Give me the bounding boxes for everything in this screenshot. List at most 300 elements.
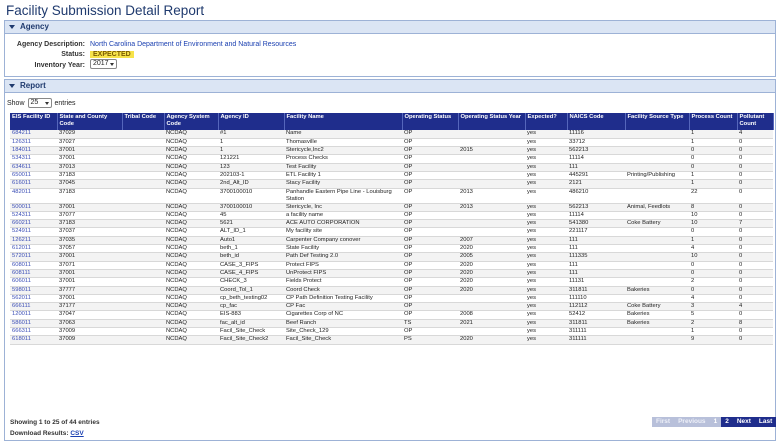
col-operating-status-cell: OP [402, 188, 458, 203]
col-facility-name-cell: Beef Ranch [284, 319, 402, 327]
col-process-count-cell: 4 [689, 245, 737, 253]
col-expected-header[interactable]: Expected? [525, 113, 567, 130]
col-naics-code-cell: 2121 [567, 180, 625, 188]
col-agency-system-code-cell: NCDAQ [164, 130, 218, 138]
col-process-count-cell: 2 [689, 319, 737, 327]
col-agency-system-code-cell: NCDAQ [164, 163, 218, 171]
col-pollutant-count-cell: 0 [737, 203, 773, 211]
col-agency-id-cell: ALT_ID_1 [218, 228, 284, 236]
col-operating-status-year-cell [458, 220, 525, 228]
previous-page-button[interactable]: Previous [674, 417, 709, 427]
col-operating-status-cell: OP [402, 211, 458, 219]
col-eis-facility-id-header[interactable]: EIS Facility ID [10, 113, 57, 130]
facility-id-link[interactable]: 634611 [10, 163, 57, 171]
col-expected-cell: yes [525, 311, 567, 319]
col-agency-system-code-cell: NCDAQ [164, 261, 218, 269]
facility-id-link[interactable]: 524911 [10, 228, 57, 236]
col-naics-code-cell: 562213 [567, 203, 625, 211]
page-title: Facility Submission Detail Report [6, 3, 205, 18]
col-tribal-code-cell [122, 253, 164, 261]
col-state-county-code-cell: 37009 [57, 336, 122, 344]
col-facility-name-cell: ETL Facility 1 [284, 171, 402, 179]
facility-id-link[interactable]: 482011 [10, 188, 57, 203]
col-naics-code-header[interactable]: NAICS Code [567, 113, 625, 130]
col-expected-cell: yes [525, 220, 567, 228]
report-heading: Report [20, 81, 46, 90]
col-agency-id-cell: 202103-1 [218, 171, 284, 179]
col-operating-status-year-cell: 2020 [458, 336, 525, 344]
col-facility-source-type-cell [625, 211, 689, 219]
col-facility-source-type-header[interactable]: Facility Source Type [625, 113, 689, 130]
page-2-button[interactable]: 2 [721, 417, 733, 427]
table-row [10, 171, 773, 179]
col-tribal-code-cell [122, 328, 164, 336]
agency-description-link[interactable]: North Carolina Department of Environment and Natural Resources [90, 41, 297, 48]
col-operating-status-year-cell [458, 294, 525, 302]
col-operating-status-cell: OP [402, 245, 458, 253]
col-pollutant-count-header[interactable]: Pollutant Count [737, 113, 773, 130]
col-operating-status-year-cell: 2020 [458, 245, 525, 253]
col-process-count-cell: 0 [689, 269, 737, 277]
facility-id-link[interactable]: 618011 [10, 336, 57, 344]
facility-id-link[interactable]: 666111 [10, 303, 57, 311]
col-state-county-code-cell: 37777 [57, 286, 122, 294]
col-state-county-code-cell: 37009 [57, 328, 122, 336]
col-agency-system-code-cell: NCDAQ [164, 294, 218, 302]
col-agency-system-code-cell: NCDAQ [164, 211, 218, 219]
col-pollutant-count-cell: 0 [737, 328, 773, 336]
col-facility-name-cell: Stacy Facility [284, 180, 402, 188]
col-tribal-code-cell [122, 286, 164, 294]
col-state-county-code-cell: 37037 [57, 228, 122, 236]
col-tribal-code-cell [122, 155, 164, 163]
col-agency-system-code-cell: NCDAQ [164, 138, 218, 146]
table-row [10, 303, 773, 311]
col-agency-id-cell: Coord_Tol_1 [218, 286, 284, 294]
col-facility-name-cell: Facil_Site_Check [284, 336, 402, 344]
col-tribal-code-cell [122, 203, 164, 211]
col-agency-id-cell: CASE_3_FIPS [218, 261, 284, 269]
col-operating-status-year-cell [458, 163, 525, 171]
col-agency-id-cell: Facil_Site_Check [218, 328, 284, 336]
col-process-count-cell: 1 [689, 171, 737, 179]
page-length-select[interactable] [28, 98, 52, 108]
col-naics-code-cell: 486210 [567, 188, 625, 203]
col-process-count-cell: 0 [689, 261, 737, 269]
col-expected-cell: yes [525, 269, 567, 277]
col-agency-system-code-cell: NCDAQ [164, 147, 218, 155]
facility-id-link[interactable]: 184011 [10, 147, 57, 155]
col-facility-name-cell: Stericycle,Inc2 [284, 147, 402, 155]
col-operating-status-year-cell [458, 228, 525, 236]
col-pollutant-count-cell: 0 [737, 269, 773, 277]
col-agency-id-cell: EIS-883 [218, 311, 284, 319]
col-agency-id-cell: beth_1 [218, 245, 284, 253]
col-agency-id-cell: 3700100010 [218, 203, 284, 211]
col-expected-cell: yes [525, 245, 567, 253]
col-facility-source-type-cell [625, 261, 689, 269]
col-facility-name-cell: ACE AUTO CORPORATION [284, 220, 402, 228]
col-agency-id-cell: 121221 [218, 155, 284, 163]
col-operating-status-cell: PS [402, 336, 458, 344]
col-naics-code-cell: 445291 [567, 171, 625, 179]
col-agency-id-cell: beth_id [218, 253, 284, 261]
facility-id-link[interactable]: 616011 [10, 180, 57, 188]
col-tribal-code-cell [122, 236, 164, 244]
col-operating-status-year-cell: 2008 [458, 311, 525, 319]
col-facility-source-type-cell [625, 336, 689, 344]
col-expected-cell: yes [525, 228, 567, 236]
col-operating-status-cell: OP [402, 269, 458, 277]
col-operating-status-cell: OP [402, 138, 458, 146]
col-process-count-cell: 10 [689, 220, 737, 228]
col-tribal-code-cell [122, 336, 164, 344]
col-state-county-code-cell: 37027 [57, 138, 122, 146]
col-facility-source-type-cell: Bakeries [625, 286, 689, 294]
col-operating-status-cell: OP [402, 220, 458, 228]
agency-heading: Agency [20, 22, 49, 31]
col-tribal-code-cell [122, 245, 164, 253]
col-process-count-cell: 5 [689, 311, 737, 319]
col-process-count-cell: 0 [689, 228, 737, 236]
col-naics-code-cell: 111 [567, 269, 625, 277]
col-facility-source-type-cell [625, 180, 689, 188]
col-operating-status-year-cell: 2021 [458, 319, 525, 327]
table-row [10, 138, 773, 146]
col-facility-source-type-cell [625, 253, 689, 261]
inventory-year-value: 2017 [93, 60, 109, 67]
col-facility-source-type-cell [625, 245, 689, 253]
col-state-county-code-cell: 37045 [57, 180, 122, 188]
status-label: Status: [61, 51, 85, 58]
report-panel-header[interactable] [5, 80, 775, 93]
col-facility-source-type-cell: Coke Battery [625, 220, 689, 228]
table-row [10, 211, 773, 219]
col-pollutant-count-cell: 0 [737, 278, 773, 286]
col-process-count-cell: 1 [689, 236, 737, 244]
facility-id-link[interactable]: 126311 [10, 138, 57, 146]
col-process-count-cell: 0 [689, 155, 737, 163]
table-row [10, 294, 773, 302]
col-process-count-cell: 8 [689, 203, 737, 211]
col-operating-status-cell: OP [402, 278, 458, 286]
col-expected-cell: yes [525, 203, 567, 211]
col-expected-cell: yes [525, 294, 567, 302]
col-operating-status-cell: OP [402, 171, 458, 179]
col-agency-system-code-cell: NCDAQ [164, 328, 218, 336]
col-operating-status-year-cell: 2020 [458, 269, 525, 277]
col-naics-code-cell: 311111 [567, 328, 625, 336]
col-facility-source-type-cell: Animal, Feedlots [625, 203, 689, 211]
col-facility-name-cell: Coord Check [284, 286, 402, 294]
col-operating-status-cell: OP [402, 253, 458, 261]
chevron-down-icon [9, 25, 15, 29]
col-tribal-code-cell [122, 278, 164, 286]
col-operating-status-year-cell: 2020 [458, 278, 525, 286]
col-agency-system-code-cell: NCDAQ [164, 311, 218, 319]
col-state-county-code-cell: 37183 [57, 171, 122, 179]
chevron-down-icon [9, 84, 15, 88]
inventory-year-label: Inventory Year: [34, 62, 85, 69]
col-pollutant-count-cell: 4 [737, 303, 773, 311]
col-state-county-code-cell: 37001 [57, 269, 122, 277]
col-facility-source-type-cell [625, 328, 689, 336]
col-operating-status-cell: OP [402, 311, 458, 319]
facility-id-link[interactable]: 524311 [10, 211, 57, 219]
col-naics-code-cell: 11116 [567, 130, 625, 138]
facility-id-link[interactable]: 598011 [10, 286, 57, 294]
report-table [10, 113, 774, 345]
col-expected-cell: yes [525, 163, 567, 171]
facility-id-link[interactable]: 120011 [10, 311, 57, 319]
last-page-button[interactable]: Last [755, 417, 776, 427]
col-process-count-cell: 1 [689, 328, 737, 336]
col-process-count-cell: 0 [689, 286, 737, 294]
col-tribal-code-cell [122, 311, 164, 319]
col-expected-cell: yes [525, 328, 567, 336]
col-pollutant-count-cell: 0 [737, 286, 773, 294]
table-row [10, 336, 773, 344]
show-prefix: Show [7, 99, 25, 107]
col-state-county-code-cell: 37057 [57, 245, 122, 253]
col-tribal-code-cell [122, 261, 164, 269]
col-expected-cell: yes [525, 147, 567, 155]
col-agency-system-code-cell: NCDAQ [164, 336, 218, 344]
col-operating-status-cell: OP [402, 294, 458, 302]
table-row [10, 269, 773, 277]
table-body [10, 130, 773, 344]
col-operating-status-year-cell: 2020 [458, 286, 525, 294]
col-tribal-code-cell [122, 163, 164, 171]
col-naics-code-cell: 111 [567, 236, 625, 244]
col-facility-name-cell: Protect FIPS [284, 261, 402, 269]
col-agency-id-header[interactable]: Agency ID [218, 113, 284, 130]
table-row [10, 328, 773, 336]
inventory-year-select[interactable] [90, 59, 117, 69]
col-facility-name-cell: Thomasville [284, 138, 402, 146]
table-row [10, 245, 773, 253]
col-agency-id-cell: Auto1 [218, 236, 284, 244]
col-agency-id-cell: 1 [218, 138, 284, 146]
col-expected-cell: yes [525, 138, 567, 146]
col-expected-cell: yes [525, 155, 567, 163]
col-naics-code-cell: 111 [567, 163, 625, 171]
facility-id-link[interactable]: 572011 [10, 253, 57, 261]
col-agency-system-code-cell: NCDAQ [164, 286, 218, 294]
table-row [10, 203, 773, 211]
table-row [10, 228, 773, 236]
col-process-count-cell: 0 [689, 147, 737, 155]
col-agency-system-code-cell: NCDAQ [164, 228, 218, 236]
table-header-row [10, 113, 773, 130]
col-expected-cell: yes [525, 180, 567, 188]
col-pollutant-count-cell: 0 [737, 180, 773, 188]
col-facility-name-cell: Test Facility [284, 163, 402, 171]
facility-id-link[interactable]: 562011 [10, 294, 57, 302]
facility-id-link[interactable]: 586011 [10, 319, 57, 327]
col-operating-status-cell: OP [402, 130, 458, 138]
col-naics-code-cell: 11114 [567, 155, 625, 163]
facility-id-link[interactable]: 500011 [10, 203, 57, 211]
col-process-count-cell: 0 [689, 163, 737, 171]
col-facility-name-cell: UnProtect FIPS [284, 269, 402, 277]
facility-id-link[interactable]: 608011 [10, 261, 57, 269]
col-facility-source-type-cell [625, 138, 689, 146]
col-pollutant-count-cell: 0 [737, 336, 773, 344]
col-naics-code-cell: 311111 [567, 336, 625, 344]
col-naics-code-cell: 311811 [567, 286, 625, 294]
col-tribal-code-header[interactable]: Tribal Code [122, 113, 164, 130]
table-row [10, 311, 773, 319]
col-state-county-code-cell: 37001 [57, 147, 122, 155]
agency-panel-header[interactable] [5, 21, 775, 34]
facility-id-link[interactable]: 650011 [10, 171, 57, 179]
page-length-value: 25 [30, 99, 39, 106]
col-expected-cell: yes [525, 336, 567, 344]
download-label: Download Results: [10, 430, 69, 437]
col-operating-status-cell: OP [402, 180, 458, 188]
col-agency-id-cell: Facil_Site_Check2 [218, 336, 284, 344]
col-facility-name-cell: Site_Check_129 [284, 328, 402, 336]
table-row [10, 286, 773, 294]
col-expected-cell: yes [525, 211, 567, 219]
chevron-down-icon [45, 102, 49, 105]
col-facility-name-cell: Carpenter Company conover [284, 236, 402, 244]
table-row [10, 188, 773, 203]
col-operating-status-cell: TS [402, 319, 458, 327]
col-agency-id-cell: CASE_4_FIPS [218, 269, 284, 277]
col-facility-name-cell: State Facility [284, 245, 402, 253]
facility-id-link[interactable]: 660211 [10, 220, 57, 228]
table-row [10, 261, 773, 269]
col-process-count-cell: 9 [689, 336, 737, 344]
col-facility-name-cell: CP Fac [284, 303, 402, 311]
col-facility-source-type-cell [625, 236, 689, 244]
col-tribal-code-cell [122, 138, 164, 146]
col-operating-status-year-cell [458, 155, 525, 163]
next-page-button[interactable]: Next [733, 417, 755, 427]
download-csv-link[interactable]: CSV [70, 430, 84, 437]
col-naics-code-cell: 112112 [567, 303, 625, 311]
col-agency-system-code-cell: NCDAQ [164, 253, 218, 261]
col-state-county-code-cell: 37063 [57, 319, 122, 327]
col-operating-status-year-cell [458, 180, 525, 188]
col-facility-source-type-cell: Bakeries [625, 319, 689, 327]
col-operating-status-year-cell [458, 211, 525, 219]
col-process-count-cell: 10 [689, 211, 737, 219]
table-row [10, 163, 773, 171]
first-page-button[interactable]: First [652, 417, 674, 427]
facility-id-link[interactable]: 534311 [10, 155, 57, 163]
col-tribal-code-cell [122, 147, 164, 155]
col-agency-system-code-cell: NCDAQ [164, 245, 218, 253]
col-facility-source-type-cell [625, 163, 689, 171]
col-agency-system-code-header[interactable]: Agency System Code [164, 113, 218, 130]
show-suffix: entries [54, 99, 76, 107]
col-facility-name-cell: Process Checks [284, 155, 402, 163]
col-state-county-code-cell: 37013 [57, 163, 122, 171]
col-process-count-header[interactable]: Process Count [689, 113, 737, 130]
col-agency-id-cell: 45 [218, 211, 284, 219]
col-operating-status-year-cell [458, 328, 525, 336]
col-agency-system-code-cell: NCDAQ [164, 155, 218, 163]
col-tribal-code-cell [122, 171, 164, 179]
col-agency-system-code-cell: NCDAQ [164, 278, 218, 286]
col-facility-name-header[interactable]: Facility Name [284, 113, 402, 130]
col-state-county-code-cell: 37077 [57, 211, 122, 219]
col-process-count-cell: 22 [689, 188, 737, 203]
col-agency-id-cell: fac_alt_id [218, 319, 284, 327]
col-operating-status-year-header[interactable]: Operating Status Year [458, 113, 525, 130]
col-agency-id-cell: 123 [218, 163, 284, 171]
col-facility-source-type-cell [625, 278, 689, 286]
col-naics-code-cell: 541380 [567, 220, 625, 228]
col-operating-status-year-cell [458, 138, 525, 146]
col-facility-source-type-cell: Printing/Publishing [625, 171, 689, 179]
facility-id-link[interactable]: 684211 [10, 130, 57, 138]
col-tribal-code-cell [122, 228, 164, 236]
col-tribal-code-cell [122, 220, 164, 228]
col-state-county-code-cell: 37183 [57, 220, 122, 228]
status-badge: EXPECTED [90, 51, 134, 58]
col-facility-name-cell: CP Path Definition Testing Facility [284, 294, 402, 302]
col-expected-cell: yes [525, 188, 567, 203]
col-process-count-cell: 4 [689, 294, 737, 302]
col-operating-status-year-cell: 2007 [458, 236, 525, 244]
col-facility-name-cell: Path Def Testing 2.0 [284, 253, 402, 261]
col-facility-source-type-cell [625, 130, 689, 138]
col-state-county-code-cell: 37035 [57, 236, 122, 244]
col-facility-source-type-cell: Bakeries [625, 311, 689, 319]
col-pollutant-count-cell: 0 [737, 155, 773, 163]
col-pollutant-count-cell: 8 [737, 319, 773, 327]
col-process-count-cell: 2 [689, 278, 737, 286]
table-row [10, 155, 773, 163]
col-state-county-code-cell: 37029 [57, 130, 122, 138]
col-state-county-code-cell: 37001 [57, 294, 122, 302]
page-1-button[interactable]: 1 [710, 417, 722, 427]
col-pollutant-count-cell: 0 [737, 163, 773, 171]
col-process-count-cell: 10 [689, 253, 737, 261]
col-operating-status-cell: OP [402, 328, 458, 336]
col-facility-source-type-cell: Coke Battery [625, 303, 689, 311]
col-expected-cell: yes [525, 286, 567, 294]
facility-id-link[interactable]: 608111 [10, 269, 57, 277]
table-info: Showing 1 to 25 of 44 entries [10, 419, 100, 426]
table-row [10, 220, 773, 228]
col-agency-system-code-cell: NCDAQ [164, 269, 218, 277]
col-operating-status-header[interactable]: Operating Status [402, 113, 458, 130]
col-state-county-code-cell: 37001 [57, 203, 122, 211]
col-agency-system-code-cell: NCDAQ [164, 180, 218, 188]
col-operating-status-year-cell [458, 171, 525, 179]
col-state-county-code-cell: 37047 [57, 311, 122, 319]
col-expected-cell: yes [525, 236, 567, 244]
facility-id-link[interactable]: 612011 [10, 245, 57, 253]
col-state-county-code-cell: 37001 [57, 253, 122, 261]
col-operating-status-year-cell [458, 130, 525, 138]
col-agency-id-cell: 3700100010 [218, 188, 284, 203]
facility-id-link[interactable]: 666311 [10, 328, 57, 336]
col-agency-id-cell: 2nd_Alt_ID [218, 180, 284, 188]
col-pollutant-count-cell: 0 [737, 228, 773, 236]
col-facility-name-cell: Stericycle, Inc [284, 203, 402, 211]
col-naics-code-cell: 311811 [567, 319, 625, 327]
col-agency-system-code-cell: NCDAQ [164, 236, 218, 244]
col-state-county-code-header[interactable]: State and County Code [57, 113, 122, 130]
facility-id-link[interactable]: 126211 [10, 236, 57, 244]
facility-id-link[interactable]: 606011 [10, 278, 57, 286]
